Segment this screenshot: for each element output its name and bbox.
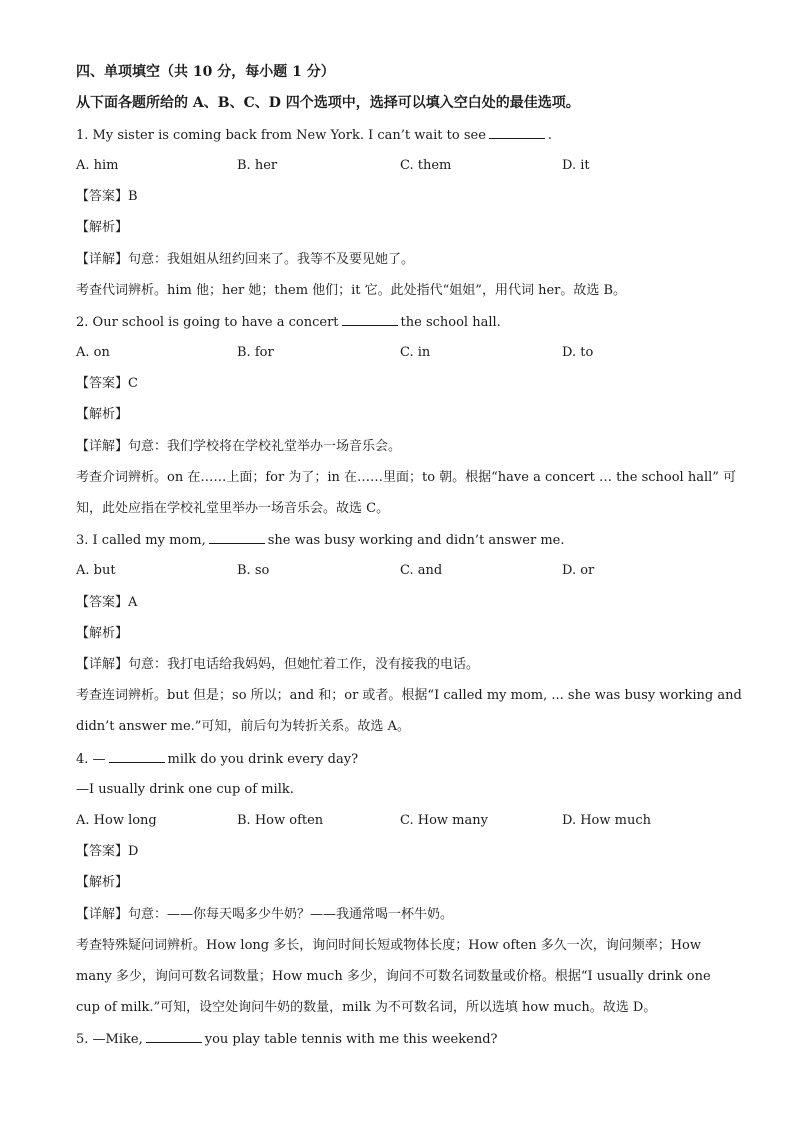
answer-blank	[489, 126, 545, 139]
option-b: B. How often	[237, 813, 324, 828]
question-4-explanation: 考查特殊疑问词辨析。How long 多长，询问时间长短或物体长度；How often 多久一次，询问频率；How	[76, 938, 702, 953]
option-c: C. in	[400, 345, 431, 360]
question-4-options	[76, 812, 716, 830]
option-a: A. him	[76, 158, 119, 173]
question-4-answer: 【答案】D	[76, 844, 139, 859]
section-instruction: 从下面各题所给的 A、B、C、D 四个选项中，选择可以填入空白处的最佳选项。	[76, 95, 580, 111]
question-2-answer: 【答案】C	[76, 376, 138, 391]
question-1-explanation: 考查代词辨析。him 他；her 她；them 他们；it 它。此处指代“姐姐”，用代词 her。故选 B。	[76, 283, 627, 298]
question-1-answer: 【答案】B	[76, 189, 138, 204]
question-4-reply: —I usually drink one cup of milk.	[76, 782, 294, 797]
question-3-detail: 【详解】句意：我打电话给我妈妈，但她忙着工作，没有接我的电话。	[76, 657, 480, 672]
question-2-options	[76, 344, 716, 362]
option-c: C. them	[400, 158, 452, 173]
question-2-stem: 2. Our school is going to have a concert the school hall.	[76, 315, 501, 330]
question-2-explanation: 考查介词辨析。on 在……上面；for 为了；in 在……里面；to 朝。根据“have a concert … the school hall” 可	[76, 470, 737, 485]
option-c: C. and	[400, 563, 443, 578]
question-2-explanation-cont: 知，此处应指在学校礼堂里举办一场音乐会。故选 C。	[76, 501, 390, 516]
question-3-options	[76, 562, 716, 580]
answer-blank	[146, 1030, 202, 1043]
question-1-detail: 【详解】句意：我姐姐从纽约回来了。我等不及要见她了。	[76, 252, 415, 267]
option-c: C. How many	[400, 813, 488, 828]
question-4-stem: 4. — milk do you drink every day?	[76, 752, 359, 767]
answer-blank	[342, 313, 398, 326]
question-4-detail: 【详解】句意：——你每天喝多少牛奶？——我通常喝一杯牛奶。	[76, 907, 454, 922]
question-4-analysis: 【解析】	[76, 875, 129, 890]
option-d: D. it	[562, 158, 590, 173]
answer-blank	[109, 750, 165, 763]
option-d: D. or	[562, 563, 595, 578]
question-1-analysis: 【解析】	[76, 220, 129, 235]
option-b: B. her	[237, 158, 278, 173]
question-4-explanation-cont-2: cup of milk.”可知，设空处询问牛奶的数量，milk 为不可数名词，所以选填 how much。故选 D。	[76, 1000, 657, 1015]
question-3-explanation-cont: didn’t answer me.”可知，前后句为转折关系。故选 A。	[76, 719, 410, 734]
option-d: D. How much	[562, 813, 652, 828]
option-d: D. to	[562, 345, 594, 360]
question-4-explanation-cont: many 多少，询问可数名词数量；How much 多少，询问不可数名词数量或价格。根据“I usually drink one	[76, 969, 711, 984]
option-a: A. How long	[76, 813, 157, 828]
option-b: B. so	[237, 563, 270, 578]
question-2-analysis: 【解析】	[76, 407, 129, 422]
option-a: A. on	[76, 345, 110, 360]
question-2-detail: 【详解】句意：我们学校将在学校礼堂举办一场音乐会。	[76, 439, 402, 454]
section-title: 四、单项填空（共 10 分，每小题 1 分）	[76, 64, 335, 80]
question-3-answer: 【答案】A	[76, 595, 138, 610]
question-3-analysis: 【解析】	[76, 626, 129, 641]
question-5-stem: 5. —Mike, you play table tennis with me this weekend?	[76, 1032, 498, 1047]
option-b: B. for	[237, 345, 274, 360]
answer-blank	[209, 531, 265, 544]
question-1-options	[76, 157, 716, 175]
question-3-stem: 3. I called my mom, she was busy working and didn’t answer me.	[76, 533, 565, 548]
question-3-explanation: 考查连词辨析。but 但是；so 所以；and 和；or 或者。根据“I called my mom, ... she was busy working and	[76, 688, 742, 703]
option-a: A. but	[76, 563, 116, 578]
question-1-stem: 1. My sister is coming back from New York. I can’t wait to see .	[76, 128, 553, 143]
